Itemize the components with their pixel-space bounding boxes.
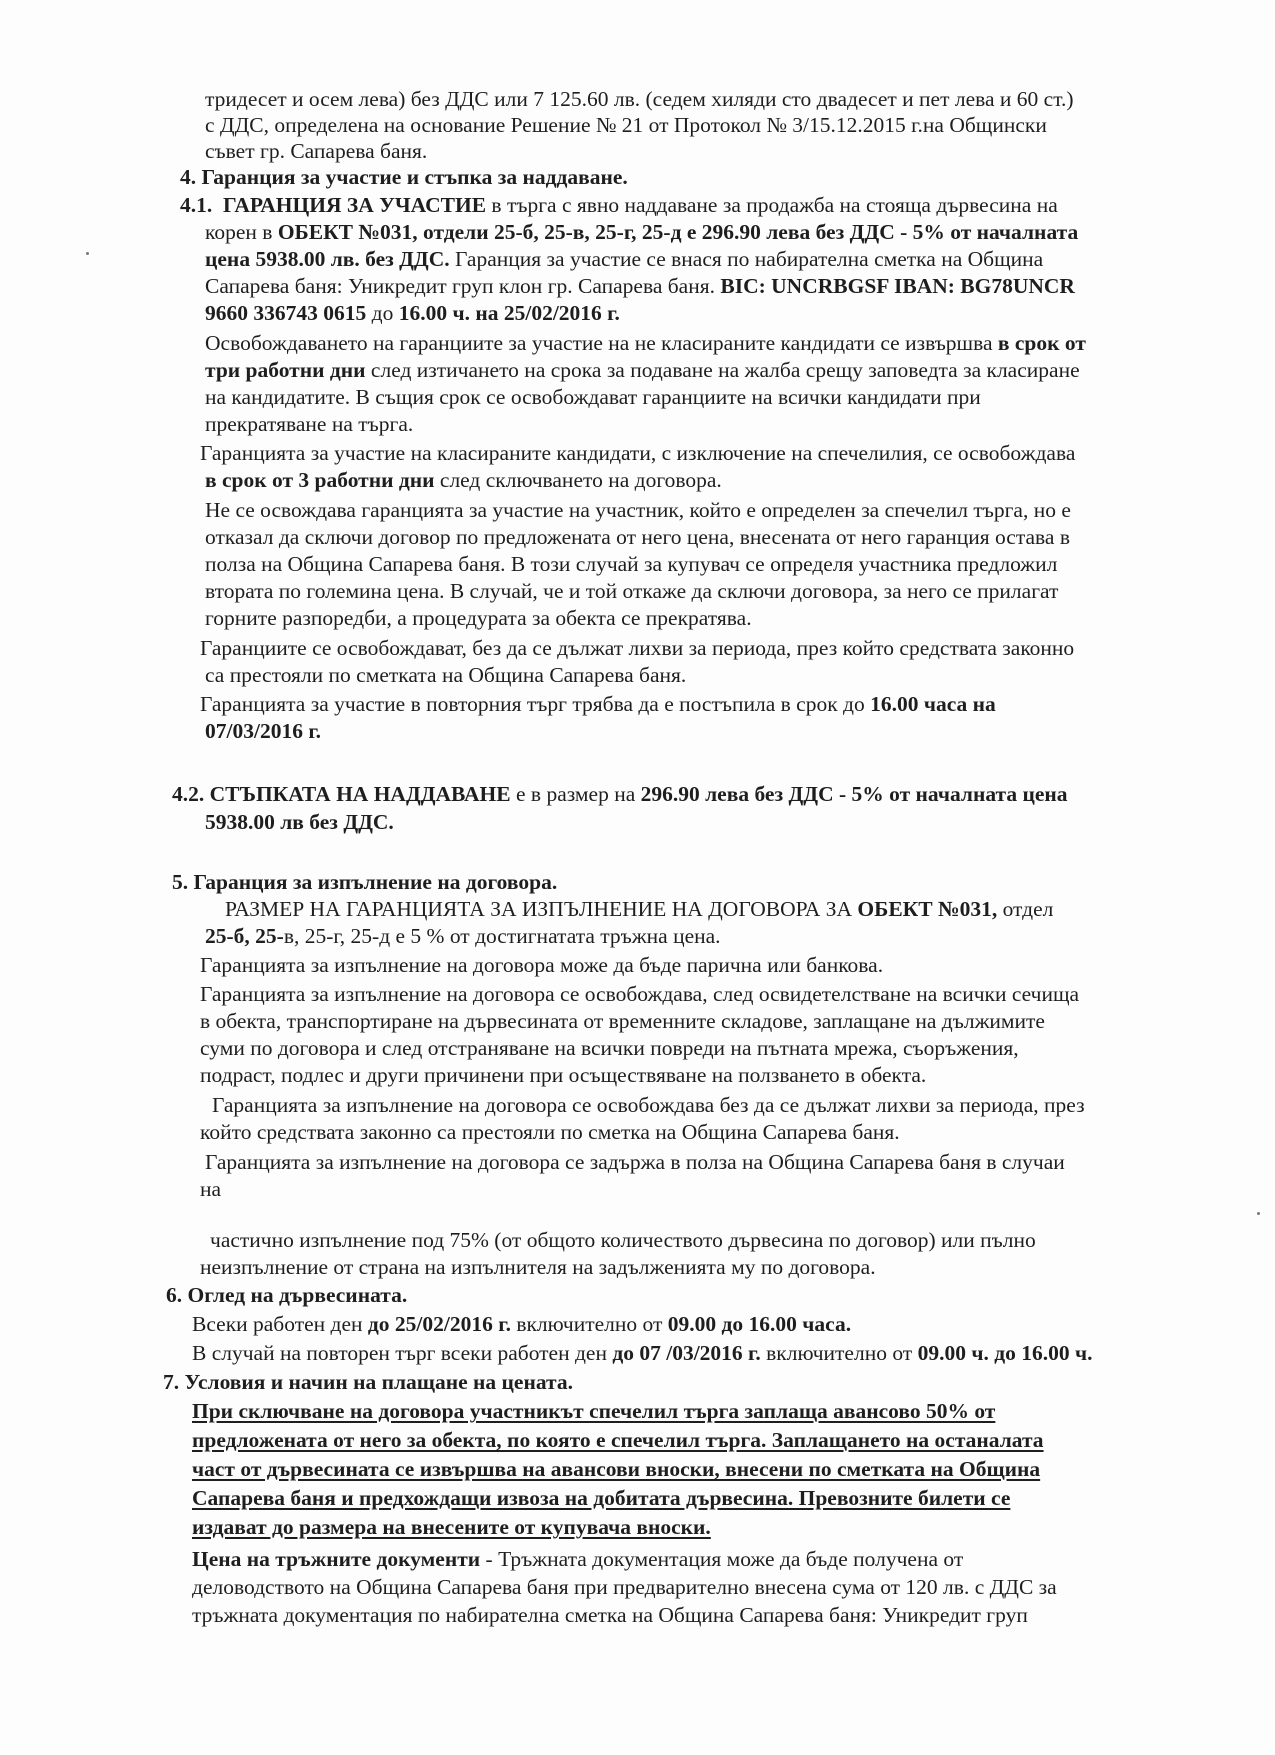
s41-p4-line-1: Не се освождава гаранцията за участие на участник, който е определен за спечелил търга, но е [205,498,1071,522]
s5-p5-line-1: Гаранцията за изпълнение на договора се задържа в полза на Община Сапарева баня в случаи [205,1150,1065,1174]
s41-p2-line-1-bold: в срок от [997,331,1086,355]
section-6-heading: 6. Оглед на дървесината. [166,1283,408,1307]
s5-line-1-text: РАЗМЕР НА ГАРАНЦИЯТА ЗА ИЗПЪЛНЕНИЕ НА ДОГОВОРА ЗА [225,897,858,921]
intro-line-2: с ДДС, определена на основание Решение № 21 от Протокол № 3/15.12.2015 г.на Общински [205,113,1047,137]
s6-date-1: до 25/02/2016 г. [367,1312,511,1336]
s7-docs-line-1 [192,1546,963,1573]
s41-p2-line-2-bold: три работни дни [205,358,366,382]
s41-p2-line-3: на кандидатите. В същия срок се освобождават гаранциите на всички кандидати при [205,385,981,409]
s6-line-2-mid: включително от [760,1341,918,1365]
s41-p6-line-1 [200,691,996,718]
s5-p4-line-2: който средствата законно са престояли по сметка на Община Сапарева баня. [200,1120,900,1144]
s6-date-2: до 07 /03/2016 г. [612,1341,761,1365]
s41-p3-line-1: Гаранцията за участие на класираните кандидати, с изключение на спечелилия, се освобождава [200,441,1076,465]
s42-title: 4.2. СТЪПКАТА НА НАДДАВАНЕ [172,782,511,806]
s5-p3-line-3: суми по договора и след отстраняване на всички повреди на пътната мрежа, съоръжения, [200,1036,1019,1060]
s6-line-1-mid: включително от [510,1312,668,1336]
s41-p5-line-1: Гаранциите се освобождават, без да се дължат лихви за периода, през който средствата законно [200,636,1075,660]
s41-p6-line-2: 07/03/2016 г. [205,719,322,743]
s42-line-1-text: е в размер на [510,782,641,806]
s5-p6-line-1: частично изпълнение под 75% (от общото количеството дървесина по договор) или пълно [210,1228,1036,1252]
s5-line-2 [205,923,721,950]
s41-p2-line-2-text: след изтичането на срока за подаване на жалба срещу заповедта за класиране [365,358,1080,382]
s41-p4-line-5: горните разпоредби, а процедурата за обекта се прекратява. [205,606,752,630]
s5-p3-line-4: подраст, подлес и други причинени при осъществяване на ползването в обекта. [200,1063,927,1087]
scan-speck [86,252,89,255]
s7-underlined-line-3: част от дървесината се извършва на авансови вноски, внесени по сметката на Община [192,1457,1041,1481]
s5-p3-line-1: Гаранцията за изпълнение на договора се освобождава, след освидетелстване на всички сечища [200,982,1080,1006]
s41-p4-line-2: отказал да сключи договор по предложената от него цена, внесената от него гаранция остава в [205,525,1070,549]
s41-p3-line-2-bold: в срок от 3 работни дни [205,468,435,492]
s41-line-4-text: Сапарева баня: Уникредит груп клон гр. Сапарева баня. [205,274,721,298]
s41-line-3 [205,246,1043,273]
intro-line-1: тридесет и осем лева) без ДДС или 7 125.60 лв. (седем хиляди сто двадесет и пет лева и 60 ст.) [205,87,1074,111]
s7-docs-line-1-text: - Тръжната документация може да бъде получена от [480,1547,964,1571]
s5-object-number: ОБЕКТ №031, [857,897,998,921]
s5-p3-line-2: в обекта, транспортиране на дървесината от временните складове, заплащане на дължимите [200,1009,1045,1033]
s7-docs-line-2: деловодството на Община Сапарева баня при предварително внесена сума от 120 лв. с ДДС за [192,1575,1057,1599]
s5-p2: Гаранцията за изпълнение на договора може да бъде парична или банкова. [200,953,884,977]
s7-docs-title: Цена на тръжните документи [192,1547,481,1571]
s41-p2-line-4: прекратяване на търга. [205,412,414,436]
s41-line-5 [205,300,620,327]
s41-deadline: 16.00 ч. на 25/02/2016 г. [398,301,620,325]
s6-line-1 [192,1311,851,1338]
s41-line-1-text: в търга с явно наддаване за продажба на стояща дървесина на [486,193,1058,217]
section-4-heading: 4. Гаранция за участие и стъпка за наддаване. [180,165,628,189]
s41-line-5-text: до [366,301,399,325]
scan-speck [1257,1212,1260,1215]
s41-p3-line-2 [205,467,722,494]
s41-account-tail: 9660 336743 0615 [205,301,367,325]
s41-line-3-text: Гаранция за участие се внася по набирателна сметка на Община [449,247,1044,271]
s41-line-2-bold: ОБЕКТ №031, отдели 25-б, 25-в, 25-г, 25-д е 296.90 лева без ДДС - 5% от началната [277,220,1079,244]
s41-line-2 [205,219,1078,246]
s41-line-4 [205,273,1075,300]
s7-underlined-line-1: При сключване на договора участникът спечелил търга заплаща авансово 50% от [192,1399,996,1423]
s7-docs-line-3: тръжната документация по набирателна сметка на Община Сапарева баня: Уникредит груп [192,1603,1028,1627]
s41-line-1 [180,192,1058,219]
s41-number: 4.1. [180,193,213,217]
s41-p6-line-1-text: Гаранцията за участие в повторния търг трябва да е постъпила в срок до [200,692,871,716]
s41-p4-line-4: втората по големина цена. В случай, че и той откаже да сключи договора, за него се прилагат [205,579,1059,603]
s41-p3-line-2-text: след сключването на договора. [434,468,722,492]
s41-line-3-bold: цена 5938.00 лв. без ДДС. [205,247,450,271]
s41-p2-line-1-text: Освобождаването на гаранциите за участие на не класираните кандидати се извършва [205,331,998,355]
s42-line-1-bold: 296.90 лева без ДДС - 5% от началната цена [640,782,1068,806]
s41-title: ГАРАНЦИЯ ЗА УЧАСТИЕ [223,193,487,217]
s5-line-1 [225,896,1053,923]
s6-hours-2: 09.00 ч. до 16.00 ч. [917,1341,1093,1365]
s41-p6-line-1-bold: 16.00 часа на [870,692,996,716]
s42-line-1 [172,781,1068,808]
s41-p2-line-2 [205,357,1080,384]
s5-line-1-tail: отдел [997,897,1054,921]
s41-p2-line-1 [205,330,1086,357]
s41-p4-line-3: полза на Община Сапарева баня. В този случай за купувач се определя участника предложил [205,552,1058,576]
s6-hours-1: 09.00 до 16.00 часа. [667,1312,852,1336]
s5-p4-line-1: Гаранцията за изпълнение на договора се освобождава без да се дължат лихви за периода, през [212,1093,1085,1117]
s7-underlined-line-2: предложената от него за обекта, по която е спечелил търга. Заплащането на останалата [192,1428,1044,1452]
s7-underlined-line-4: Сапарева баня и предхождащи извоза на добитата дървесина. Превозните билети се [192,1486,1011,1510]
s41-p5-line-2: са престояли по сметката на Община Сапарева баня. [205,663,687,687]
section-7-heading: 7. Условия и начин на плащане на цената. [163,1370,573,1394]
s41-line-2-text: корен в [205,220,278,244]
s41-bank-codes: BIC: UNCRBGSF IBAN: BG78UNCR [720,274,1075,298]
section-5-heading: 5. Гаранция за изпълнение на договора. [172,870,558,894]
s6-line-2 [192,1340,1092,1367]
s5-line-2-bold: 25-б, 25- [205,924,284,948]
s5-p6-line-2: неизпълнение от страна на изпълнителя на задълженията му по договора. [200,1255,876,1279]
s5-p5-line-2: на [200,1177,222,1201]
s7-underlined-line-5: издават до размера на внесените от купувача вноски. [192,1515,711,1539]
s5-line-2-text: в, 25-г, 25-д е 5 % от достигнатата тръжна цена. [283,924,721,948]
s42-line-2: 5938.00 лв без ДДС. [205,810,394,834]
s6-line-1-text: Всеки работен ден [192,1312,368,1336]
intro-line-3: съвет гр. Сапарева баня. [205,139,428,163]
s6-line-2-text: В случай на повторен търг всеки работен ден [192,1341,613,1365]
